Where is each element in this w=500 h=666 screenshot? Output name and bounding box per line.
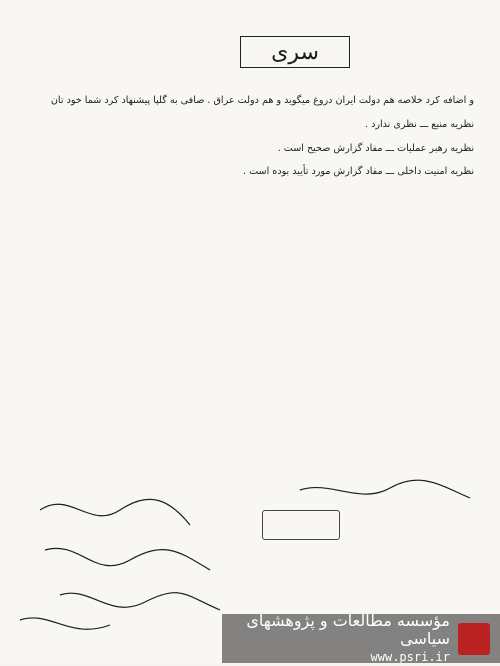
paragraph-3: نظریه رهبر عملیات ـــ مفاد گزارش صحیح است . [277,142,474,154]
document-body [28,92,474,187]
watermark-url: www.psri.ir [370,649,450,664]
institute-watermark [222,610,500,664]
watermark-org-name: مؤسسه مطالعات و پژوهشهای سیاسی [246,610,450,648]
paragraph-1: و اضافه کرد خلاصه هم دولت ایران دروغ میگوید و هم دولت عراق . صافی به گلپا پیشنهاد کرد شما خود تان [50,95,474,106]
watermark-text [222,612,450,666]
secret-classification-box [240,36,350,68]
institute-logo-icon [458,623,490,655]
paragraph-2: نظریه منبع ـــ نظری ندارد . [364,118,474,130]
secret-label: سری [271,39,319,65]
registry-stamp [262,510,340,540]
paragraph-4: نظریه امنیت داخلی ـــ مفاد گزارش مورد تأیید بوده است . [243,166,474,178]
